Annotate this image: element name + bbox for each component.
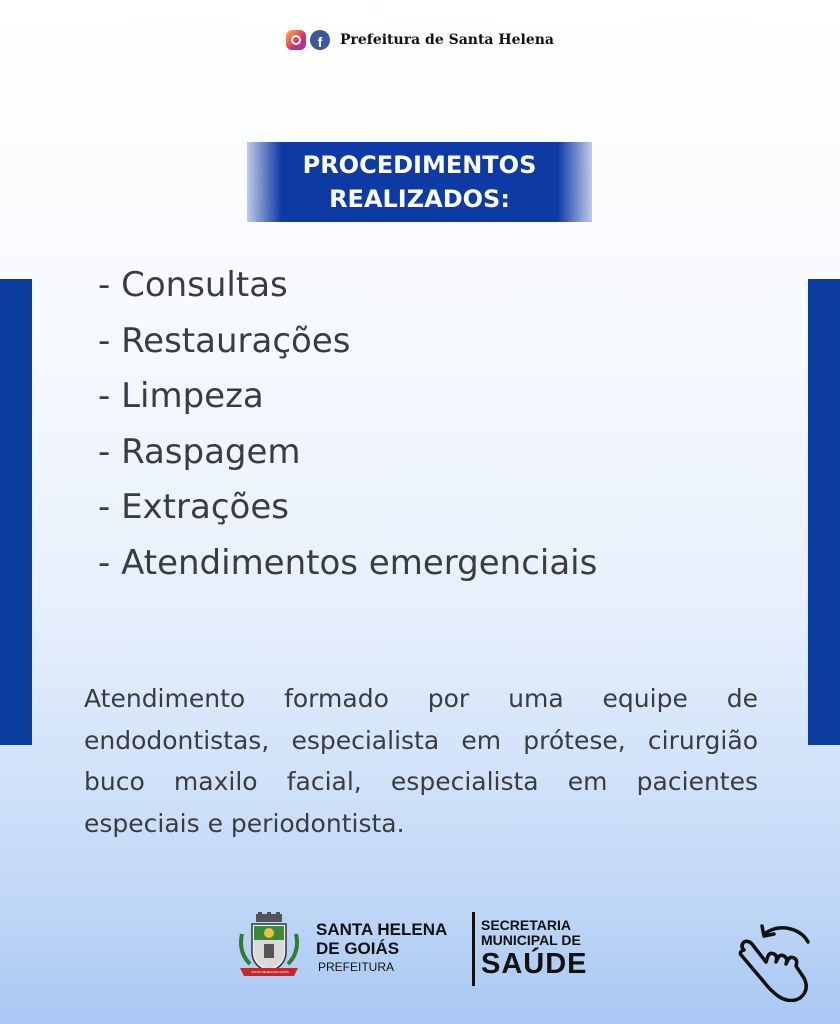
header-title: Prefeitura de Santa Helena [340,32,554,48]
list-item: - Extrações [98,487,289,528]
crest-ribbon-text: SANTA HELENA DE GOIÁS [251,970,289,974]
swipe-hand-icon[interactable] [734,920,816,1002]
left-accent-bar [0,279,32,745]
header [0,30,840,50]
footer-divider [472,912,475,986]
list-item: - Atendimentos emergenciais [98,542,598,583]
list-item: - Restaurações [98,320,351,361]
right-accent-bar [808,279,840,745]
secretaria-line1: SECRETARIA [481,917,571,933]
procedures-list [98,258,597,592]
facebook-icon[interactable] [310,30,330,50]
list-item: - Raspagem [98,431,301,472]
list-item: - Consultas [98,265,288,305]
brand-subtitle: PREFEITURA [318,960,395,974]
secretaria-line2: MUNICIPAL DE [481,932,581,948]
footer-logos [236,906,616,986]
description-paragraph: Atendimento formado por uma equipe de endodontistas, especialista em prótese, cirurgião buco maxilo facial, especialista em pacientes especiais e periodontista. [84,684,758,838]
brand-name-line2: DE GOIÁS [316,939,400,958]
list-item: - Limpeza [98,376,264,417]
secretaria-line3: SAÚDE [481,948,588,980]
page-title: PROCEDIMENTOS REALIZADOS: [302,151,537,213]
brand-name-line1: SANTA HELENA [316,920,448,939]
title-banner [247,142,592,222]
facebook-glyph: f [317,34,323,50]
instagram-icon[interactable] [286,30,306,50]
